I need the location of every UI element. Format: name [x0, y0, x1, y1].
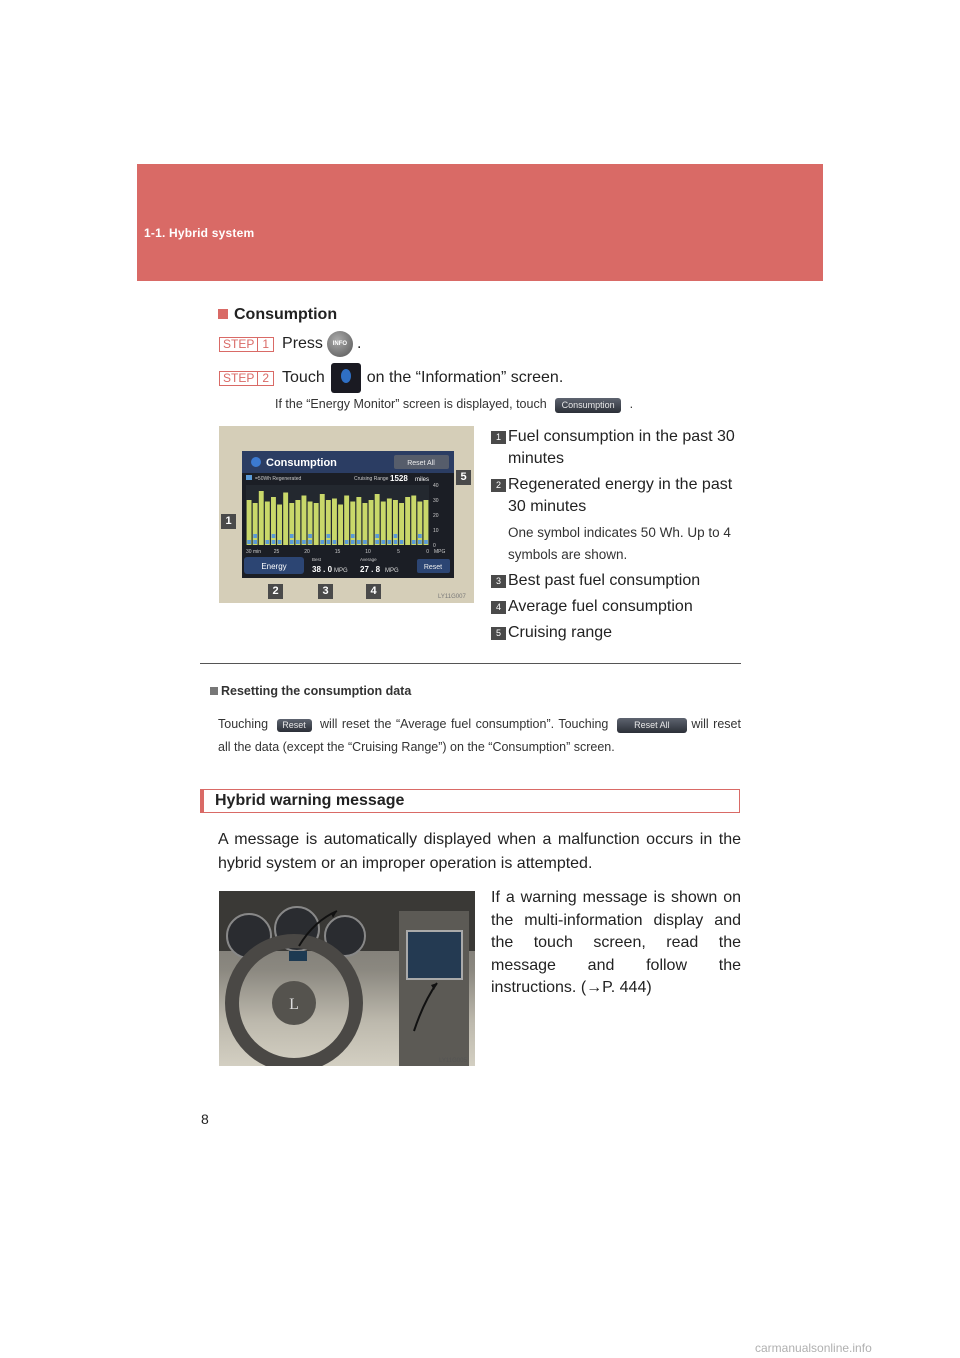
list-text: Regenerated energy in the past 30 minutes: [508, 476, 733, 515]
callout-1: 1: [221, 514, 236, 529]
trip-information-icon: [331, 363, 361, 393]
x-ticks-group: [246, 549, 429, 555]
touch-screen: [407, 931, 462, 979]
list-num: 5: [491, 627, 506, 640]
warning-instruction: If a warning message is shown on the multi-information display and the touch screen, read the message and follow the instructions. (→P. 444): [491, 889, 741, 997]
y-tick-label: 30: [433, 498, 439, 504]
legend-symbol: [246, 475, 252, 480]
step-2: [219, 363, 563, 393]
fuel-bar: [259, 491, 264, 545]
regen-symbol: [381, 540, 385, 544]
list-item: [491, 426, 741, 470]
best-value: 38 . 0: [312, 565, 333, 574]
fuel-bar: [247, 500, 252, 545]
regen-symbol: [290, 540, 294, 544]
energy-monitor-note: [275, 397, 633, 413]
hybrid-warning-paragraph: A message is automatically displayed when a malfunction occurs in the hybrid system or an improper operation is attempted.: [218, 831, 741, 872]
divider: [200, 663, 741, 664]
section-label: 1-1. Hybrid system: [144, 226, 255, 240]
fuel-bar: [295, 500, 300, 545]
regen-symbol: [412, 540, 416, 544]
step-label: STEP: [219, 371, 258, 386]
fuel-bar: [411, 496, 416, 546]
x-tick-label: 25: [273, 549, 280, 555]
list-subtext: One symbol indicates 50 Wh. Up to 4 symbols are shown.: [508, 525, 731, 562]
list-item: [491, 622, 741, 644]
watermark: carmanualsonline.info: [755, 1341, 872, 1355]
globe-icon: [251, 457, 261, 467]
reset-button-icon: Reset: [277, 719, 312, 732]
cruising-label: Cruising Range: [354, 476, 389, 482]
regen-symbol: [290, 534, 294, 538]
energy-screen-label: Energy: [261, 562, 287, 571]
regen-symbol: [272, 534, 276, 538]
fuel-bar: [308, 502, 313, 546]
step-label: STEP: [219, 337, 258, 352]
fuel-bar: [289, 503, 294, 545]
list-num: 1: [491, 431, 506, 444]
reset-heading-text: Resetting the consumption data: [221, 684, 412, 698]
regen-symbol: [320, 540, 324, 544]
y-tick-label: 0: [433, 543, 436, 549]
fuel-bar: [363, 503, 368, 545]
fuel-bar: [320, 494, 325, 545]
reset-all-screen-label: Reset All: [407, 460, 435, 467]
step-number: 2: [258, 371, 274, 386]
fuel-bar: [405, 497, 410, 545]
average-value: 27 . 8: [360, 565, 381, 574]
header-band: [137, 164, 823, 281]
regen-symbol: [351, 540, 355, 544]
dashboard-illustration: [219, 891, 475, 1066]
reset-screen-label: Reset: [423, 564, 443, 571]
lexus-logo-icon: L: [289, 996, 299, 1013]
note-text: If the “Energy Monitor” screen is displayed, touch: [275, 397, 547, 411]
list-text: Average fuel consumption: [508, 598, 693, 615]
list-item: [491, 570, 741, 592]
fuel-bar: [381, 502, 386, 546]
regen-symbol: [333, 540, 337, 544]
regen-symbol: [247, 540, 251, 544]
consumption-heading: [218, 306, 337, 324]
list-item: [491, 474, 741, 566]
regen-symbol: [394, 534, 398, 538]
regen-symbol: [302, 540, 306, 544]
fuel-bar: [350, 502, 355, 546]
cruising-unit: miles: [415, 477, 430, 483]
x-tick-label: 20: [304, 549, 310, 555]
consumption-screen: [242, 451, 454, 578]
callout-5: 5: [456, 470, 471, 485]
reset-heading: [210, 684, 411, 698]
y-unit: MPG: [434, 549, 446, 555]
regen-symbol: [266, 540, 270, 544]
step-number: 1: [258, 337, 274, 352]
list-num: 4: [491, 601, 506, 614]
reset-body: [218, 713, 741, 759]
regen-symbol: [357, 540, 361, 544]
step-1: [219, 331, 361, 357]
reset-all-button-icon: Reset All: [617, 718, 687, 733]
y-ticks-group: [433, 483, 439, 549]
x-tick-label: 30 min: [246, 549, 262, 555]
dashboard-photo: [219, 891, 475, 1066]
reset-text-3: will reset all the data (except the “Cruising Range”) on the “Consumption” screen.: [218, 717, 741, 754]
fuel-bar: [338, 505, 343, 546]
x-tick-label: 5: [397, 549, 400, 555]
fuel-bar: [387, 499, 392, 546]
regen-symbol: [375, 540, 379, 544]
x-tick-label: 10: [365, 549, 371, 555]
fuel-bar: [417, 502, 422, 546]
regen-symbol: [308, 534, 312, 538]
figure-id: LY11G005: [439, 1058, 467, 1064]
average-label: Average: [360, 557, 377, 562]
callout-list: [491, 426, 741, 648]
regen-symbol: [418, 540, 422, 544]
step1-post: .: [356, 335, 362, 352]
regen-symbol: [253, 540, 257, 544]
fuel-bar: [302, 496, 307, 546]
callout-2: 2: [268, 584, 283, 599]
multi-info-display: [289, 951, 307, 961]
regen-symbol: [424, 540, 428, 544]
heading-square-icon: [218, 309, 228, 319]
info-button-icon: INFO: [327, 331, 353, 357]
fuel-bar: [344, 496, 349, 546]
hybrid-warning-title: Hybrid warning message: [215, 792, 405, 809]
best-label: Best: [312, 557, 322, 562]
cruising-value: 1528: [390, 474, 408, 483]
list-text: Cruising range: [508, 624, 613, 641]
screen-title: Consumption: [266, 457, 337, 469]
list-num: 3: [491, 575, 506, 588]
regen-symbol: [296, 540, 300, 544]
step2-pre: Touch: [282, 369, 325, 386]
step1-pre: Press: [282, 335, 323, 352]
average-unit: MPG: [385, 568, 399, 574]
y-tick-label: 10: [433, 528, 439, 534]
regen-symbol: [308, 540, 312, 544]
y-tick-label: 20: [433, 513, 439, 519]
fuel-bar: [283, 493, 288, 546]
list-text: Fuel consumption in the past 30 minutes: [508, 428, 735, 467]
fuel-bar: [356, 497, 361, 545]
step2-post: on the “Information” screen.: [366, 369, 564, 386]
regen-symbol: [388, 540, 392, 544]
fuel-bar: [314, 503, 319, 545]
regen-symbol: [351, 534, 355, 538]
list-num: 2: [491, 479, 506, 492]
callout-4: 4: [366, 584, 381, 599]
fuel-bar: [399, 503, 404, 545]
regen-symbol: [375, 534, 379, 538]
best-unit: MPG: [334, 568, 348, 574]
regen-symbol: [363, 540, 367, 544]
list-item-body: [508, 474, 741, 566]
regen-symbol: [400, 540, 404, 544]
reset-text-1: Touching: [218, 717, 269, 731]
fuel-bar: [277, 505, 282, 546]
regen-symbol: [418, 534, 422, 538]
page-number: 8: [201, 1111, 209, 1127]
regen-symbol: [272, 540, 276, 544]
fuel-bar: [253, 503, 258, 545]
bullet-square-icon: [210, 687, 218, 695]
fuel-bar: [326, 500, 331, 545]
regen-symbol: [327, 540, 331, 544]
fuel-bar: [332, 499, 337, 546]
fuel-bar: [265, 502, 270, 546]
y-tick-label: 40: [433, 483, 439, 489]
figure-id: LY11G007: [438, 594, 466, 600]
x-tick-label: 15: [334, 549, 341, 555]
legend-text: =50Wh Regenerated: [255, 476, 302, 482]
callout-3: 3: [318, 584, 333, 599]
note-end: .: [629, 397, 634, 411]
consumption-screen-svg: [242, 451, 454, 578]
x-tick-label: 0: [426, 549, 429, 555]
consumption-heading-text: Consumption: [234, 306, 338, 323]
list-text: Best past fuel consumption: [508, 572, 701, 589]
regen-symbol: [345, 540, 349, 544]
fuel-bar: [424, 500, 429, 545]
regen-symbol: [278, 540, 282, 544]
list-item: [491, 596, 741, 618]
regen-symbol: [253, 534, 257, 538]
fuel-bar: [369, 500, 374, 545]
regen-symbol: [394, 540, 398, 544]
reset-text-2: will reset the “Average fuel consumption”. Touching: [320, 717, 609, 731]
fuel-bar: [393, 500, 398, 545]
regen-symbol: [327, 534, 331, 538]
consumption-button-icon: Consumption: [555, 398, 621, 413]
